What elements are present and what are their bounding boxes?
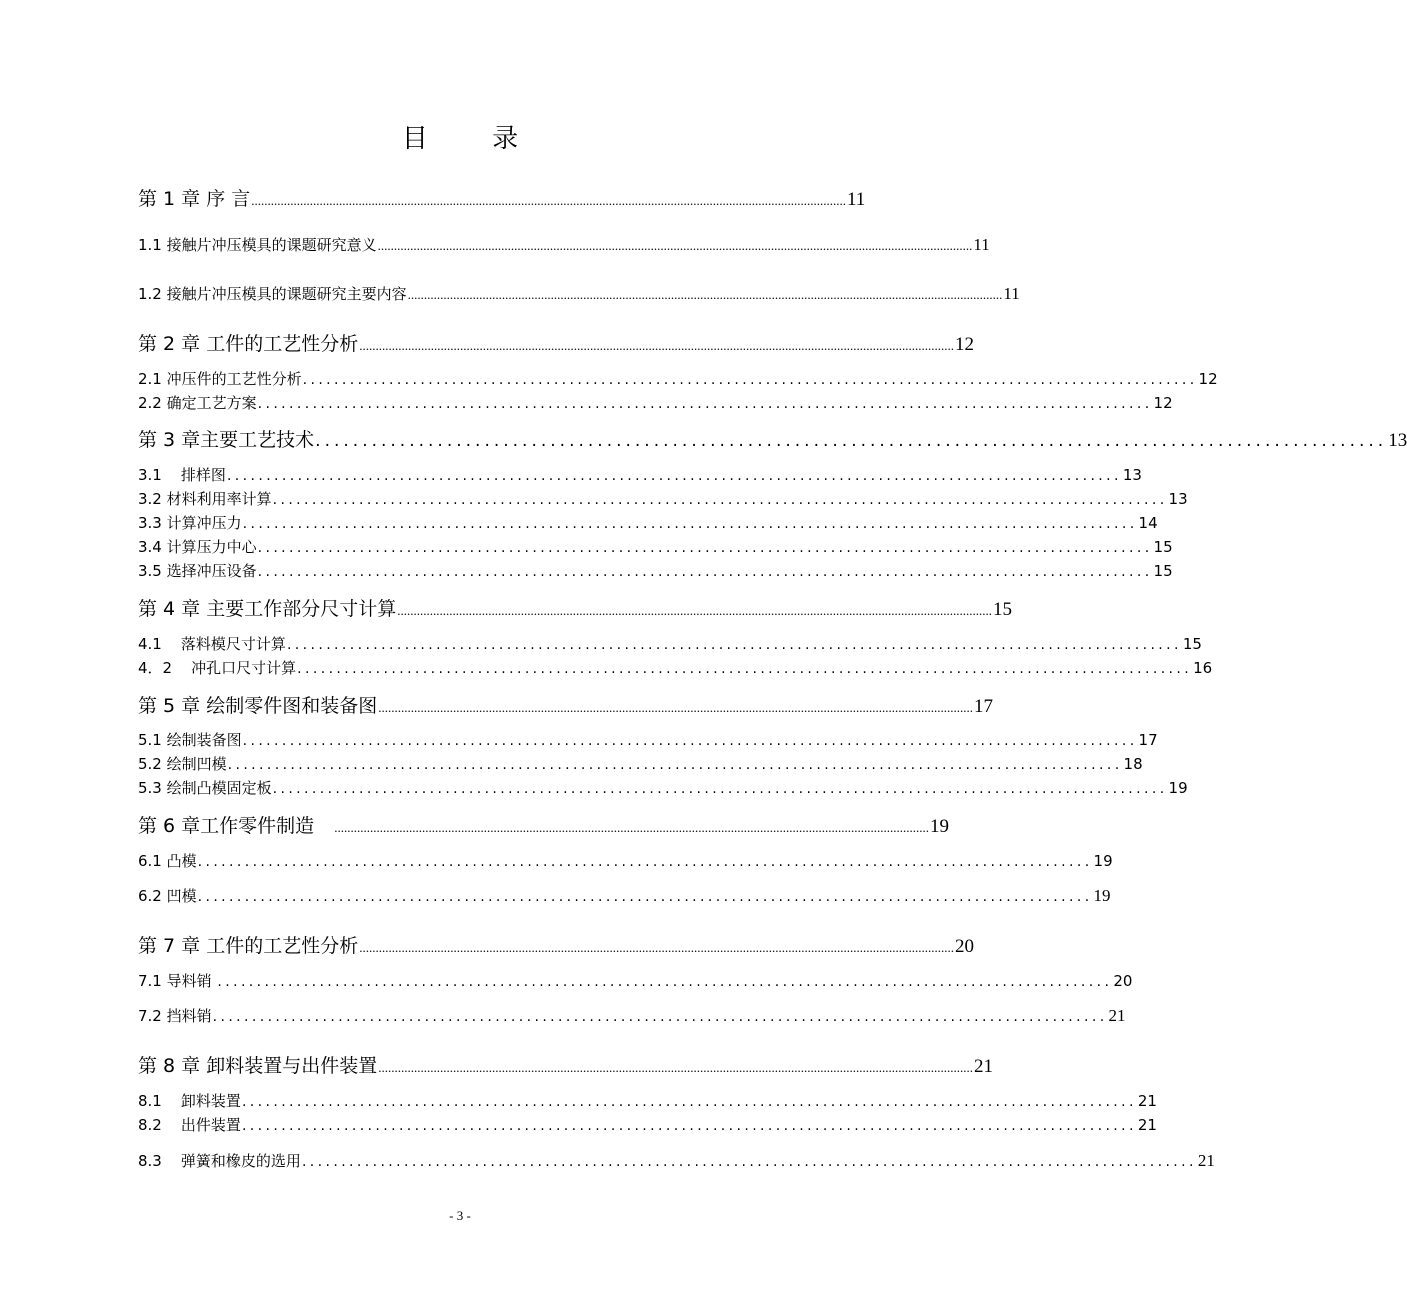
toc-entry-page: 19 <box>1093 886 1111 905</box>
toc-entry-label: 4.1 落料模尺寸计算 <box>138 635 286 653</box>
toc-entry-section <box>138 464 1142 485</box>
toc-entry-chapter <box>138 594 1012 621</box>
dot-leader: ....................................................................................................................................................................................... <box>397 603 992 618</box>
dot-leader: ....................................................................................................................................................................................... <box>377 238 973 253</box>
toc-entry-page: 14 <box>1138 514 1158 532</box>
toc-entry-page: 13 <box>1168 490 1188 508</box>
toc-entry-section <box>138 392 1173 413</box>
toc-entry-page: 21 <box>1108 1006 1126 1025</box>
toc-entry-page: 17 <box>973 696 993 717</box>
toc-entry-section <box>138 234 990 255</box>
dot-leader: .................................................................................................................. <box>297 661 1193 677</box>
toc-entry-chapter <box>138 691 993 718</box>
toc-entry-section <box>138 850 1113 871</box>
toc-entry-page: 11 <box>1003 284 1020 303</box>
toc-entry-label: 1.2 接触片冲压模具的课题研究主要内容 <box>138 285 407 303</box>
toc-entry-page: 20 <box>954 936 974 957</box>
dot-leader: ....................................................................................................................................................................................... <box>378 1060 973 1075</box>
toc-entry-page: 11 <box>973 235 990 254</box>
dot-leader: .................................................................................................................. <box>257 396 1153 412</box>
dot-leader: .................................................................................................................. <box>257 564 1153 580</box>
toc-entry-page: 13 <box>1388 430 1407 451</box>
dot-leader: ....................................................................................................................................................................................... <box>378 700 973 715</box>
toc-entry-label: 3.4 计算压力中心 <box>138 538 257 556</box>
toc-entry-section <box>138 1090 1157 1111</box>
toc-entry-label: 5.1 绘制装备图 <box>138 731 242 749</box>
dot-leader: .................................................................................................................. <box>217 974 1113 990</box>
toc-entry-label: 第 8 章 卸料装置与出件装置 <box>138 1055 378 1077</box>
toc-entry-label: 第 4 章 主要工作部分尺寸计算 <box>138 598 397 620</box>
toc-entry-page: 15 <box>1153 538 1173 556</box>
dot-leader: .................................................................................................................. <box>302 372 1198 388</box>
toc-entry-page: 15 <box>1153 562 1173 580</box>
toc-entry-page: 15 <box>1182 635 1202 653</box>
page-number-footer: - 3 - <box>449 1208 471 1223</box>
toc-entry-chapter <box>138 329 974 356</box>
toc-entry-page: 11 <box>847 189 866 210</box>
toc-entry-section <box>138 633 1202 654</box>
toc-entry-page: 19 <box>1093 852 1113 870</box>
toc-entry-page: 17 <box>1138 731 1158 749</box>
toc-entry-label: 6.1 凸模 <box>138 852 197 870</box>
dot-leader: .................................................................................................................. <box>197 854 1093 870</box>
toc-entry-label: 第 6 章工作零件制造 <box>138 815 327 837</box>
dot-leader: .................................................................................................................. <box>301 1154 1197 1170</box>
toc-entry-page: 20 <box>1113 972 1133 990</box>
toc-entry-page: 21 <box>1197 1151 1215 1170</box>
toc-title: 目 录 <box>401 124 547 154</box>
toc-entry-section <box>138 283 1020 304</box>
toc-entry-label: 5.3 绘制凸模固定板 <box>138 779 272 797</box>
toc-entry-page: 15 <box>992 599 1012 620</box>
toc-entry-section <box>138 1114 1157 1135</box>
toc-entry-section <box>138 657 1213 678</box>
dot-leader: .................................................................................................................. <box>242 733 1138 749</box>
toc-entry-label: 2.1 冲压件的工艺性分析 <box>138 370 302 388</box>
toc-entry-label: 第 2 章 工件的工艺性分析 <box>138 333 359 355</box>
dot-leader: .................................................................................................................. <box>257 540 1153 556</box>
toc-entry-page: 12 <box>954 334 974 355</box>
toc-entry-section <box>138 1150 1215 1171</box>
dot-leader: .................................................................................................................. <box>212 1009 1108 1025</box>
dot-leader: ....................................................................................................................................................................................... <box>359 338 954 353</box>
toc-entry-section <box>138 777 1188 798</box>
toc-entry-label: 8.2 出件装置 <box>138 1116 241 1134</box>
toc-entry-page: 21 <box>1137 1116 1157 1134</box>
toc-entry-page: 12 <box>1198 370 1218 388</box>
dot-leader: .................................................................................................................. <box>226 468 1122 484</box>
toc-entry-page: 21 <box>973 1056 993 1077</box>
dot-leader: .................................................................................................................. <box>242 516 1138 532</box>
toc-entry-label: 第 3 章主要工艺技术 <box>138 429 315 451</box>
toc-entry-label: 第 5 章 绘制零件图和装备图 <box>138 695 378 717</box>
toc-entry-label: 3.1 排样图 <box>138 466 226 484</box>
dot-leader: .................................................................................................................. <box>315 431 1388 451</box>
toc-entry-label: 第 1 章 序 言 <box>138 188 251 210</box>
dot-leader: .................................................................................................................. <box>286 637 1182 653</box>
toc-entry-page: 13 <box>1122 466 1142 484</box>
toc-entry-label: 5.2 绘制凹模 <box>138 755 227 773</box>
toc-entry-section <box>138 885 1111 906</box>
toc-entry-label: 3.2 材料利用率计算 <box>138 490 272 508</box>
toc-entry-label: 8.3 弹簧和橡皮的选用 <box>138 1152 301 1170</box>
toc-entry-label: 6.2 凹模 <box>138 887 197 905</box>
toc-entry-page: 12 <box>1153 394 1173 412</box>
toc-entry-section <box>138 512 1158 533</box>
dot-leader: ....................................................................................................................................................................................... <box>251 193 846 208</box>
dot-leader: ....................................................................................................................................................................................... <box>407 287 1003 302</box>
toc-entry-label: 8.1 卸料装置 <box>138 1092 241 1110</box>
toc-entry-chapter <box>138 931 974 958</box>
toc-entry-section <box>138 560 1173 581</box>
dot-leader: .................................................................................................................. <box>272 492 1168 508</box>
toc-entry-page: 19 <box>930 816 949 837</box>
toc-entry-section <box>138 536 1173 557</box>
toc-entry-section <box>138 729 1158 750</box>
toc-entry-section <box>138 970 1133 991</box>
dot-leader: .................................................................................................................. <box>197 889 1093 905</box>
toc-entry-label: 7.1 导料销 <box>138 972 217 990</box>
toc-entry-page: 18 <box>1123 755 1143 773</box>
toc-entry-label: 7.2 挡料销 <box>138 1007 212 1025</box>
dot-leader: .................................................................................................................. <box>241 1094 1137 1110</box>
toc-entry-section <box>138 753 1143 774</box>
dot-leader: ....................................................................................................................................................................................... <box>334 820 929 835</box>
dot-leader: .................................................................................................................. <box>227 757 1123 773</box>
toc-entry-label: 第 7 章 工件的工艺性分析 <box>138 935 359 957</box>
toc-entry-label: 2.2 确定工艺方案 <box>138 394 257 412</box>
toc-entry-chapter <box>138 425 1407 452</box>
toc-entry-page: 16 <box>1193 659 1213 677</box>
toc-entry-label: 3.3 计算冲压力 <box>138 514 242 532</box>
toc-entry-page: 21 <box>1137 1092 1157 1110</box>
dot-leader: ....................................................................................................................................................................................... <box>359 940 954 955</box>
toc-entry-label: 3.5 选择冲压设备 <box>138 562 257 580</box>
toc-entry-label: 1.1 接触片冲压模具的课题研究意义 <box>138 236 377 254</box>
toc-entry-section <box>138 488 1188 509</box>
toc-entry-chapter <box>138 811 949 838</box>
toc-entry-page: 19 <box>1168 779 1188 797</box>
toc-entry-chapter <box>138 184 866 211</box>
toc-entry-section <box>138 1005 1126 1026</box>
toc-entry-chapter <box>138 1051 993 1078</box>
dot-leader: .................................................................................................................. <box>241 1118 1137 1134</box>
toc-entry-label: 4．2 冲孔口尺寸计算 <box>138 659 297 677</box>
toc-entry-section <box>138 368 1218 389</box>
dot-leader: .................................................................................................................. <box>272 781 1168 797</box>
